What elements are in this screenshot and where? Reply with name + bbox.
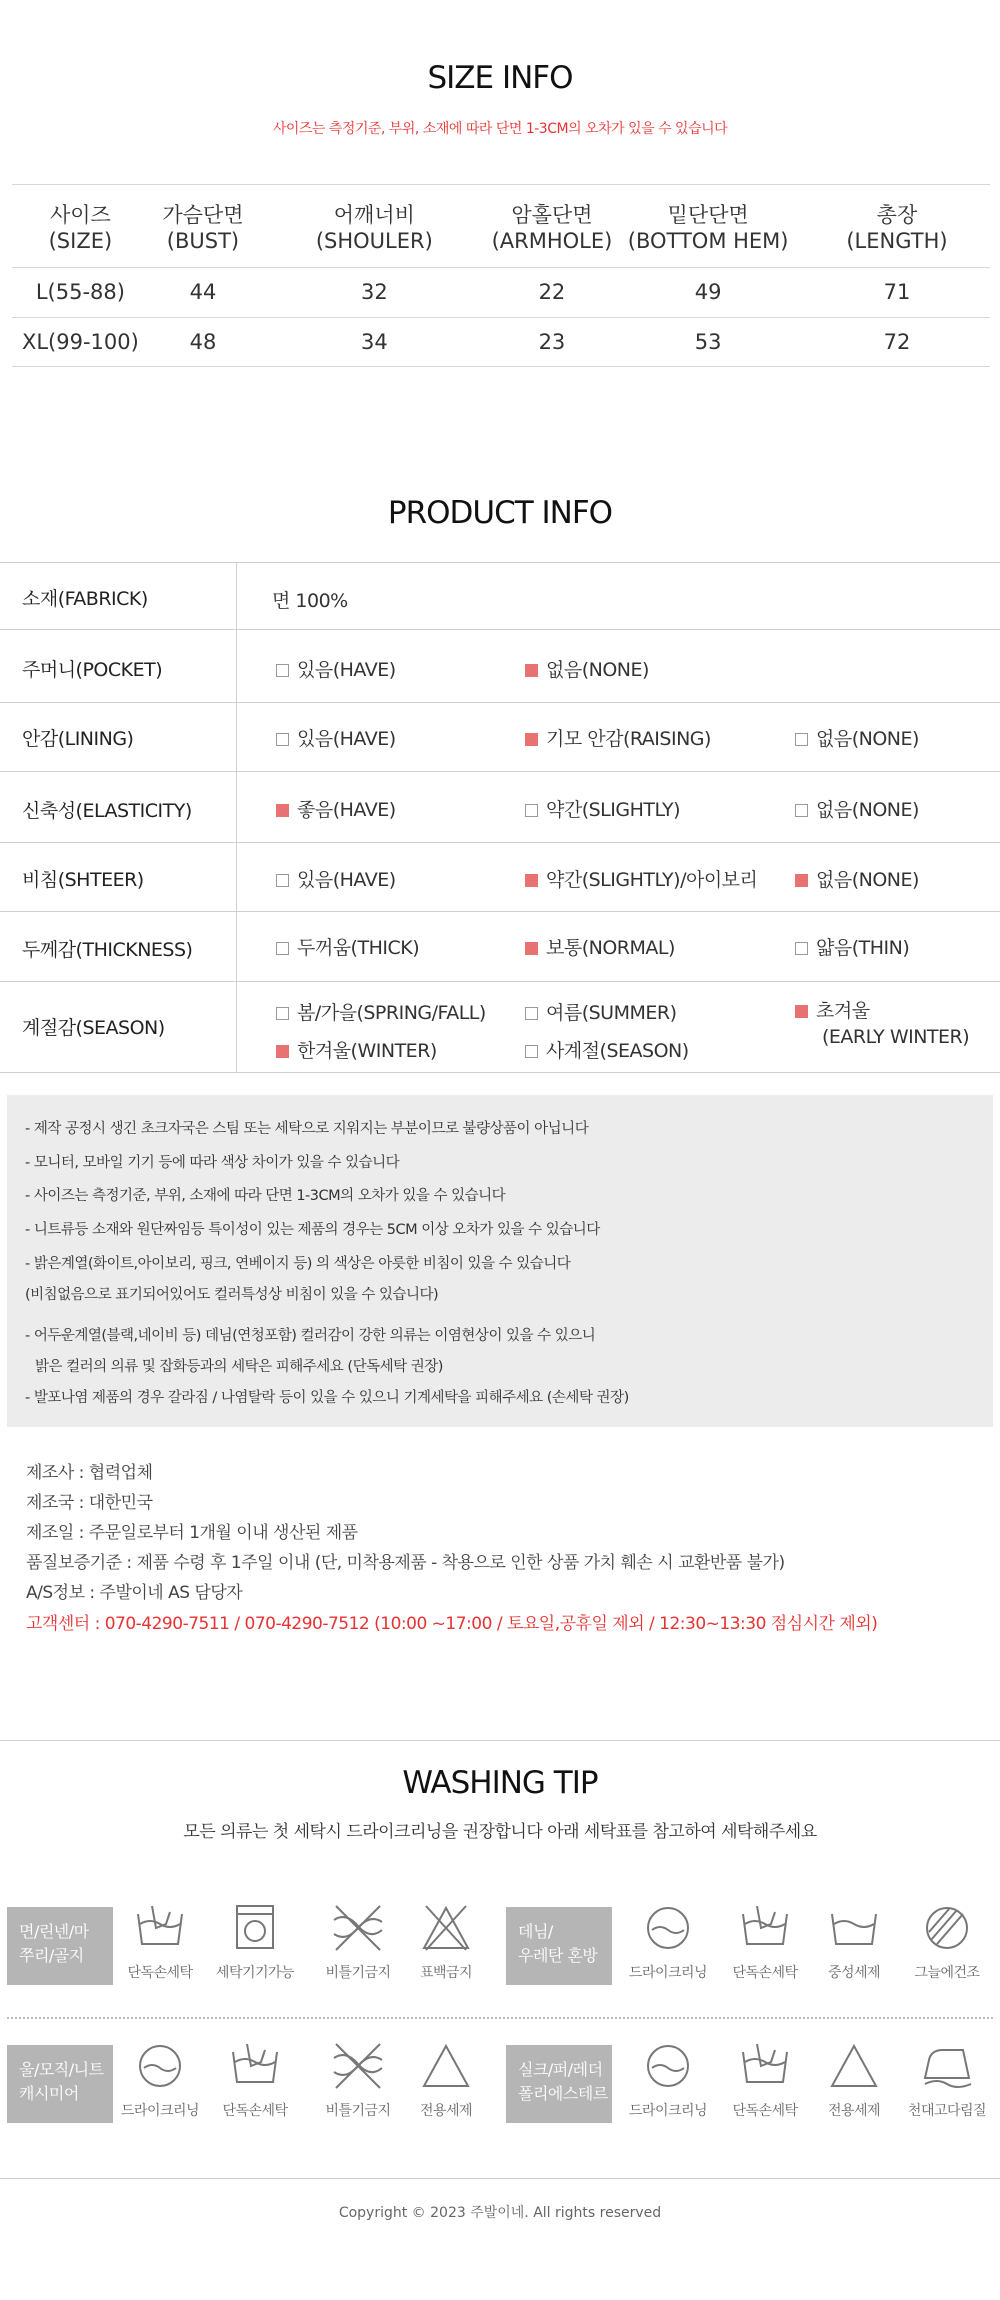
washing-tip-title: WASHING TIP xyxy=(402,1765,598,1801)
size-header-cell: 암홀단면 (ARMHOLE) xyxy=(492,185,613,267)
checkbox-checked xyxy=(795,1005,808,1018)
hand-wash-icon xyxy=(735,1900,795,1956)
divider xyxy=(0,1740,1000,1741)
wash-item: 비틀기금지 xyxy=(308,2038,408,2128)
size-cell: 23 xyxy=(492,317,613,366)
iron-cloth-icon xyxy=(917,2038,977,2094)
checkbox xyxy=(276,874,289,887)
size-cell: 34 xyxy=(257,317,491,366)
divider xyxy=(0,1072,1000,1073)
manufacture-date-text: 제조일 : 주문일로부터 1개월 이내 생산된 제품 xyxy=(26,1523,358,1543)
notice-line: - 어두운계열(블랙,네이비 등) 데님(연청포함) 컬러감이 강한 의류는 이염현상이 있을 수 있으니 xyxy=(25,1328,596,1344)
option-pocket-none: 없음(NONE) xyxy=(525,655,649,682)
wash-tag-wool: 울/모직/니트 캐시미어 xyxy=(7,2045,113,2123)
country-text: 제조국 : 대한민국 xyxy=(26,1493,153,1513)
hand-wash-icon xyxy=(735,2038,795,2094)
size-info-note: 사이즈는 측정기준, 부위, 소재에 따라 단면 1-3CM의 오차가 있을 수 있습니다 xyxy=(272,121,728,137)
product-info-label-fabric: 소재(FABRICK) xyxy=(22,588,148,610)
product-info-label-pocket: 주머니(POCKET) xyxy=(22,659,163,681)
size-header-cell: 가슴단면 (BUST) xyxy=(149,185,257,267)
table-row xyxy=(12,317,990,366)
option-season-early-winter: 초겨울 (EARLY WINTER) xyxy=(795,998,969,1050)
notice-line: - 발포나염 제품의 경우 갈라짐 / 나염탈락 등이 있을 수 있으니 기계세탁을 피해주세요 (손세탁 권장) xyxy=(25,1390,629,1406)
table-row xyxy=(12,267,990,317)
wash-tag-denim: 데님/ 우레탄 혼방 xyxy=(506,1907,612,1985)
notice-line: - 사이즈는 측정기준, 부위, 소재에 따라 단면 1-3CM의 오차가 있을 수 있습니다 xyxy=(25,1188,506,1204)
wash-item: 단독손세탁 xyxy=(205,2038,305,2128)
warranty-text: 품질보증기준 : 제품 수령 후 1주일 이내 (단, 미착용제품 - 착용으로 인한 상품 가치 훼손 시 교환반품 불가) xyxy=(26,1553,785,1573)
product-info-label-thickness: 두께감(THICKNESS) xyxy=(22,939,193,961)
checkbox-checked xyxy=(276,1045,289,1058)
size-cell: 32 xyxy=(257,267,491,317)
hand-wash-icon xyxy=(130,1900,190,1956)
option-lining-none: 없음(NONE) xyxy=(795,724,919,751)
copyright-text: Copyright © 2023 주발이네. All rights reserved xyxy=(338,2205,662,2221)
checkbox-checked xyxy=(525,874,538,887)
option-elasticity-slightly: 약간(SLIGHTLY) xyxy=(525,795,680,822)
size-header-cell: 총장 (LENGTH) xyxy=(804,185,990,267)
no-bleach-triangle-icon xyxy=(416,1900,476,1956)
dry-clean-icon xyxy=(130,2038,190,2094)
size-cell: 22 xyxy=(492,267,613,317)
checkbox xyxy=(525,1045,538,1058)
special-detergent-icon xyxy=(824,2038,884,2094)
wash-item: 단독손세탁 xyxy=(715,2038,815,2128)
size-cell: 49 xyxy=(612,267,804,317)
size-header-cell: 사이즈 (SIZE) xyxy=(12,185,149,267)
customer-center-text: 고객센터 : 070-4290-7511 / 070-4290-7512 (10:00 ~17:00 / 토요일,공휴일 제외 / 12:30~13:30 점심시간 제외) xyxy=(26,1614,878,1634)
size-cell: L(55-88) xyxy=(12,267,149,317)
divider xyxy=(236,562,237,1072)
option-sheer-slightly: 약간(SLIGHTLY)/아이보리 xyxy=(525,865,757,892)
option-lining-have: 있음(HAVE) xyxy=(276,724,396,751)
checkbox xyxy=(276,664,289,677)
divider xyxy=(0,771,1000,772)
divider xyxy=(0,562,1000,563)
checkbox xyxy=(276,733,289,746)
no-wring-icon xyxy=(328,2038,388,2094)
size-cell: 44 xyxy=(149,267,257,317)
checkbox xyxy=(525,804,538,817)
checkbox xyxy=(795,942,808,955)
shade-dry-icon xyxy=(917,1900,977,1956)
wash-item: 단독손세탁 xyxy=(110,1900,210,1990)
size-table xyxy=(12,185,990,367)
wash-item: 전용세제 xyxy=(804,2038,904,2128)
checkbox-checked xyxy=(525,942,538,955)
product-info-value-fabric: 면 100% xyxy=(272,590,348,612)
checkbox-checked xyxy=(525,733,538,746)
wash-tag-silk: 실크/퍼/레더 폴리에스테르 xyxy=(506,2045,612,2123)
option-season-winter: 한겨울(WINTER) xyxy=(276,1036,437,1063)
divider xyxy=(0,842,1000,843)
wash-item: 표백금지 xyxy=(396,1900,496,1990)
notice-line: - 제작 공정시 생긴 초크자국은 스팀 또는 세탁으로 지워지는 부분이므로 불량상품이 아닙니다 xyxy=(25,1121,589,1137)
notice-line: - 모니터, 모바일 기기 등에 따라 색상 차이가 있을 수 있습니다 xyxy=(25,1155,400,1171)
hand-wash-icon xyxy=(225,2038,285,2094)
checkbox-checked xyxy=(276,804,289,817)
dry-clean-icon xyxy=(638,2038,698,2094)
washing-tip-subtitle: 모든 의류는 첫 세탁시 드라이크리닝을 권장합니다 아래 세탁표를 참고하여 세탁해주세요 xyxy=(183,1822,817,1842)
option-elasticity-have: 좋음(HAVE) xyxy=(276,795,396,822)
wash-item: 천대고다림질 xyxy=(897,2038,997,2128)
wash-item: 전용세제 xyxy=(396,2038,496,2128)
size-cell: XL(99-100) xyxy=(12,317,149,366)
size-cell: 72 xyxy=(804,317,990,366)
wash-tag-cotton: 면/린넨/마 쭈리/골지 xyxy=(7,1907,113,1985)
checkbox-checked xyxy=(525,664,538,677)
product-info-label-season: 계절감(SEASON) xyxy=(22,1017,165,1039)
checkbox xyxy=(276,942,289,955)
manufacturer-text: 제조사 : 협력업체 xyxy=(26,1463,153,1483)
divider xyxy=(0,702,1000,703)
size-info-title: SIZE INFO xyxy=(427,60,573,96)
checkbox-checked xyxy=(795,874,808,887)
washing-machine-icon xyxy=(225,1900,285,1956)
divider xyxy=(7,2017,993,2019)
size-cell: 53 xyxy=(612,317,804,366)
option-sheer-have: 있음(HAVE) xyxy=(276,865,396,892)
option-season-summer: 여름(SUMMER) xyxy=(525,998,677,1025)
checkbox xyxy=(525,1007,538,1020)
notice-line: - 밝은계열(화이트,아이보리, 핑크, 연베이지 등) 의 색상은 아릇한 비침이 있을 수 있습니다 xyxy=(25,1256,571,1272)
product-info-label-elasticity: 신축성(ELASTICITY) xyxy=(22,800,192,822)
checkbox xyxy=(795,733,808,746)
wash-item: 세탁기기가능 xyxy=(205,1900,305,1990)
option-season-spring-fall: 봄/가을(SPRING/FALL) xyxy=(276,998,486,1025)
checkbox xyxy=(795,804,808,817)
neutral-detergent-icon xyxy=(824,1900,884,1956)
option-elasticity-none: 없음(NONE) xyxy=(795,795,919,822)
divider xyxy=(0,629,1000,630)
wash-item: 단독손세탁 xyxy=(715,1900,815,1990)
option-lining-raising: 기모 안감(RAISING) xyxy=(525,724,711,751)
option-sheer-none: 없음(NONE) xyxy=(795,865,919,892)
checkbox xyxy=(276,1007,289,1020)
option-thickness-thick: 두꺼움(THICK) xyxy=(276,933,419,960)
wash-item: 드라이크리닝 xyxy=(618,2038,718,2128)
size-header-cell: 밑단단면 (BOTTOM HEM) xyxy=(612,185,804,267)
no-bleach-icon xyxy=(328,1900,388,1956)
dry-clean-icon xyxy=(638,1900,698,1956)
product-info-label-lining: 안감(LINING) xyxy=(22,728,134,750)
divider xyxy=(0,911,1000,912)
option-thickness-thin: 얇음(THIN) xyxy=(795,933,909,960)
size-cell: 48 xyxy=(149,317,257,366)
notice-box xyxy=(7,1095,993,1427)
wash-item: 중성세제 xyxy=(804,1900,904,1990)
notice-line: 밝은 컬러의 의류 및 잡화등과의 세탁은 피해주세요 (단독세탁 권장) xyxy=(35,1359,443,1375)
wash-item: 드라이크리닝 xyxy=(618,1900,718,1990)
wash-item: 비틀기금지 xyxy=(308,1900,408,1990)
notice-line: (비침없음으로 표기되어있어도 컬러특성상 비침이 있을 수 있습니다) xyxy=(25,1287,439,1303)
option-pocket-have: 있음(HAVE) xyxy=(276,655,396,682)
product-info-label-sheer: 비침(SHTEER) xyxy=(22,869,144,891)
divider xyxy=(0,981,1000,982)
option-season-all: 사계절(SEASON) xyxy=(525,1036,689,1063)
special-detergent-icon xyxy=(416,2038,476,2094)
product-info-title: PRODUCT INFO xyxy=(387,495,613,531)
size-header-cell: 어깨너비 (SHOULER) xyxy=(257,185,491,267)
size-table-header xyxy=(12,185,990,267)
notice-line: - 니트류등 소재와 원단짜임등 특이성이 있는 제품의 경우는 5CM 이상 오차가 있을 수 있습니다 xyxy=(25,1222,600,1238)
option-thickness-normal: 보통(NORMAL) xyxy=(525,933,675,960)
wash-item: 드라이크리닝 xyxy=(110,2038,210,2128)
size-cell: 71 xyxy=(804,267,990,317)
wash-item: 그늘에건조 xyxy=(897,1900,997,1990)
as-info-text: A/S정보 : 주발이네 AS 담당자 xyxy=(26,1583,243,1603)
divider xyxy=(0,2178,1000,2179)
